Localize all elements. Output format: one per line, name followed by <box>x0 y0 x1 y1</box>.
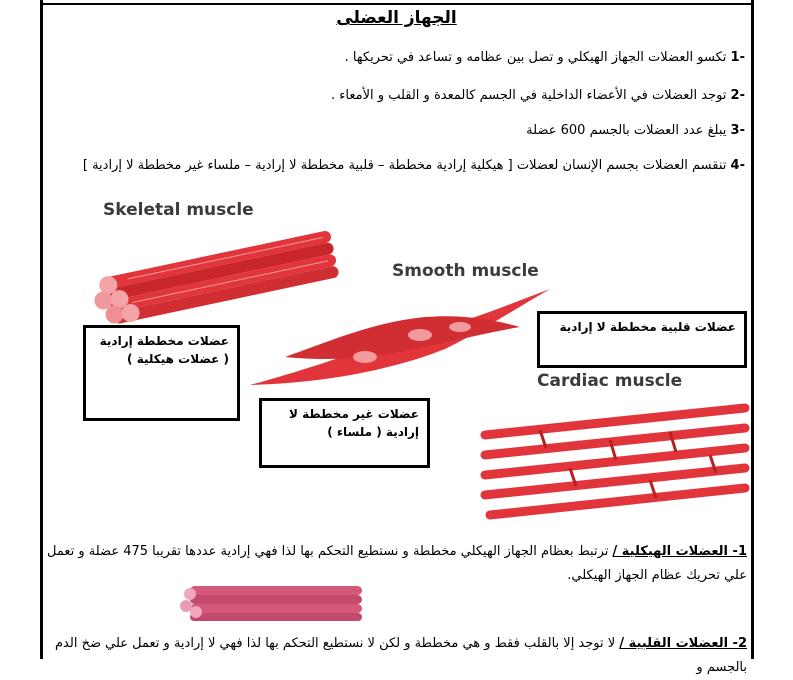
top-border <box>40 3 752 5</box>
smooth-muscle-label: Smooth muscle <box>392 261 539 281</box>
section-heading: 1- العضلات الهيكلية / <box>612 544 747 559</box>
skeletal-muscle-label: Skeletal muscle <box>103 200 254 220</box>
cardiac-muscle-illustration <box>480 400 750 525</box>
point-text: توجد العضلات في الأعضاء الداخلية في الجسم كالمعدة و القلب و الأمعاء . <box>331 88 727 103</box>
point-number: -4 <box>730 158 745 173</box>
page-title: الجهاز العضلى <box>336 8 457 28</box>
point-number: -1 <box>730 50 745 65</box>
point-1 <box>45 50 745 65</box>
cardiac-answer-box <box>537 311 747 368</box>
box-line: عضلات قلبية مخططة لا إرادية <box>559 320 736 334</box>
point-4 <box>45 158 745 173</box>
point-number: -2 <box>730 88 745 103</box>
section-skeletal <box>47 540 747 588</box>
point-2 <box>45 88 745 103</box>
smooth-muscle-illustration <box>245 287 555 392</box>
box-line: إرادية ( ملساء ) <box>327 425 419 439</box>
box-line: عضلات مخططة إرادية <box>99 334 229 348</box>
right-border <box>751 0 754 659</box>
point-3 <box>45 123 745 138</box>
section-cardiac <box>47 632 747 680</box>
point-number: -3 <box>730 123 745 138</box>
smooth-answer-box <box>259 398 430 468</box>
section-text: لا توجد إلا بالقلب فقط و هي مخططة و لكن لا نستطيع التحكم بها لذا فهي لا إرادية و تعمل علي ضخ الدم بالجسم و <box>55 636 747 675</box>
skeletal-muscle-small-illustration <box>178 582 368 622</box>
section-text: ترتبط بعظام الجهاز الهيكلي مخططة و نستطيع التحكم بها لذا فهي إرادية عددها تقريبا 475 عضلة و تعمل علي تحريك عظام الجهاز الهيكلي. <box>46 544 747 583</box>
point-text: تكسو العضلات الجهاز الهيكلي و تصل بين عظامه و تساعد في تحريكها . <box>344 50 727 65</box>
box-line: عضلات غير مخططة لا <box>289 407 419 421</box>
box-line: ( عضلات هيكلية ) <box>127 352 229 366</box>
section-heading: 2- العضلات القلبية / <box>619 636 747 651</box>
left-border <box>40 0 43 659</box>
skeletal-answer-box <box>83 325 240 421</box>
cardiac-muscle-label: Cardiac muscle <box>537 371 683 391</box>
point-text: يبلغ عدد العضلات بالجسم 600 عضلة <box>526 123 727 138</box>
point-text: تنقسم العضلات بجسم الإنسان لعضلات [ هيكلية إرادية مخططة – قلبية مخططة لا إرادية – ملساء غير مخططة لا إرادية ] <box>82 158 727 173</box>
